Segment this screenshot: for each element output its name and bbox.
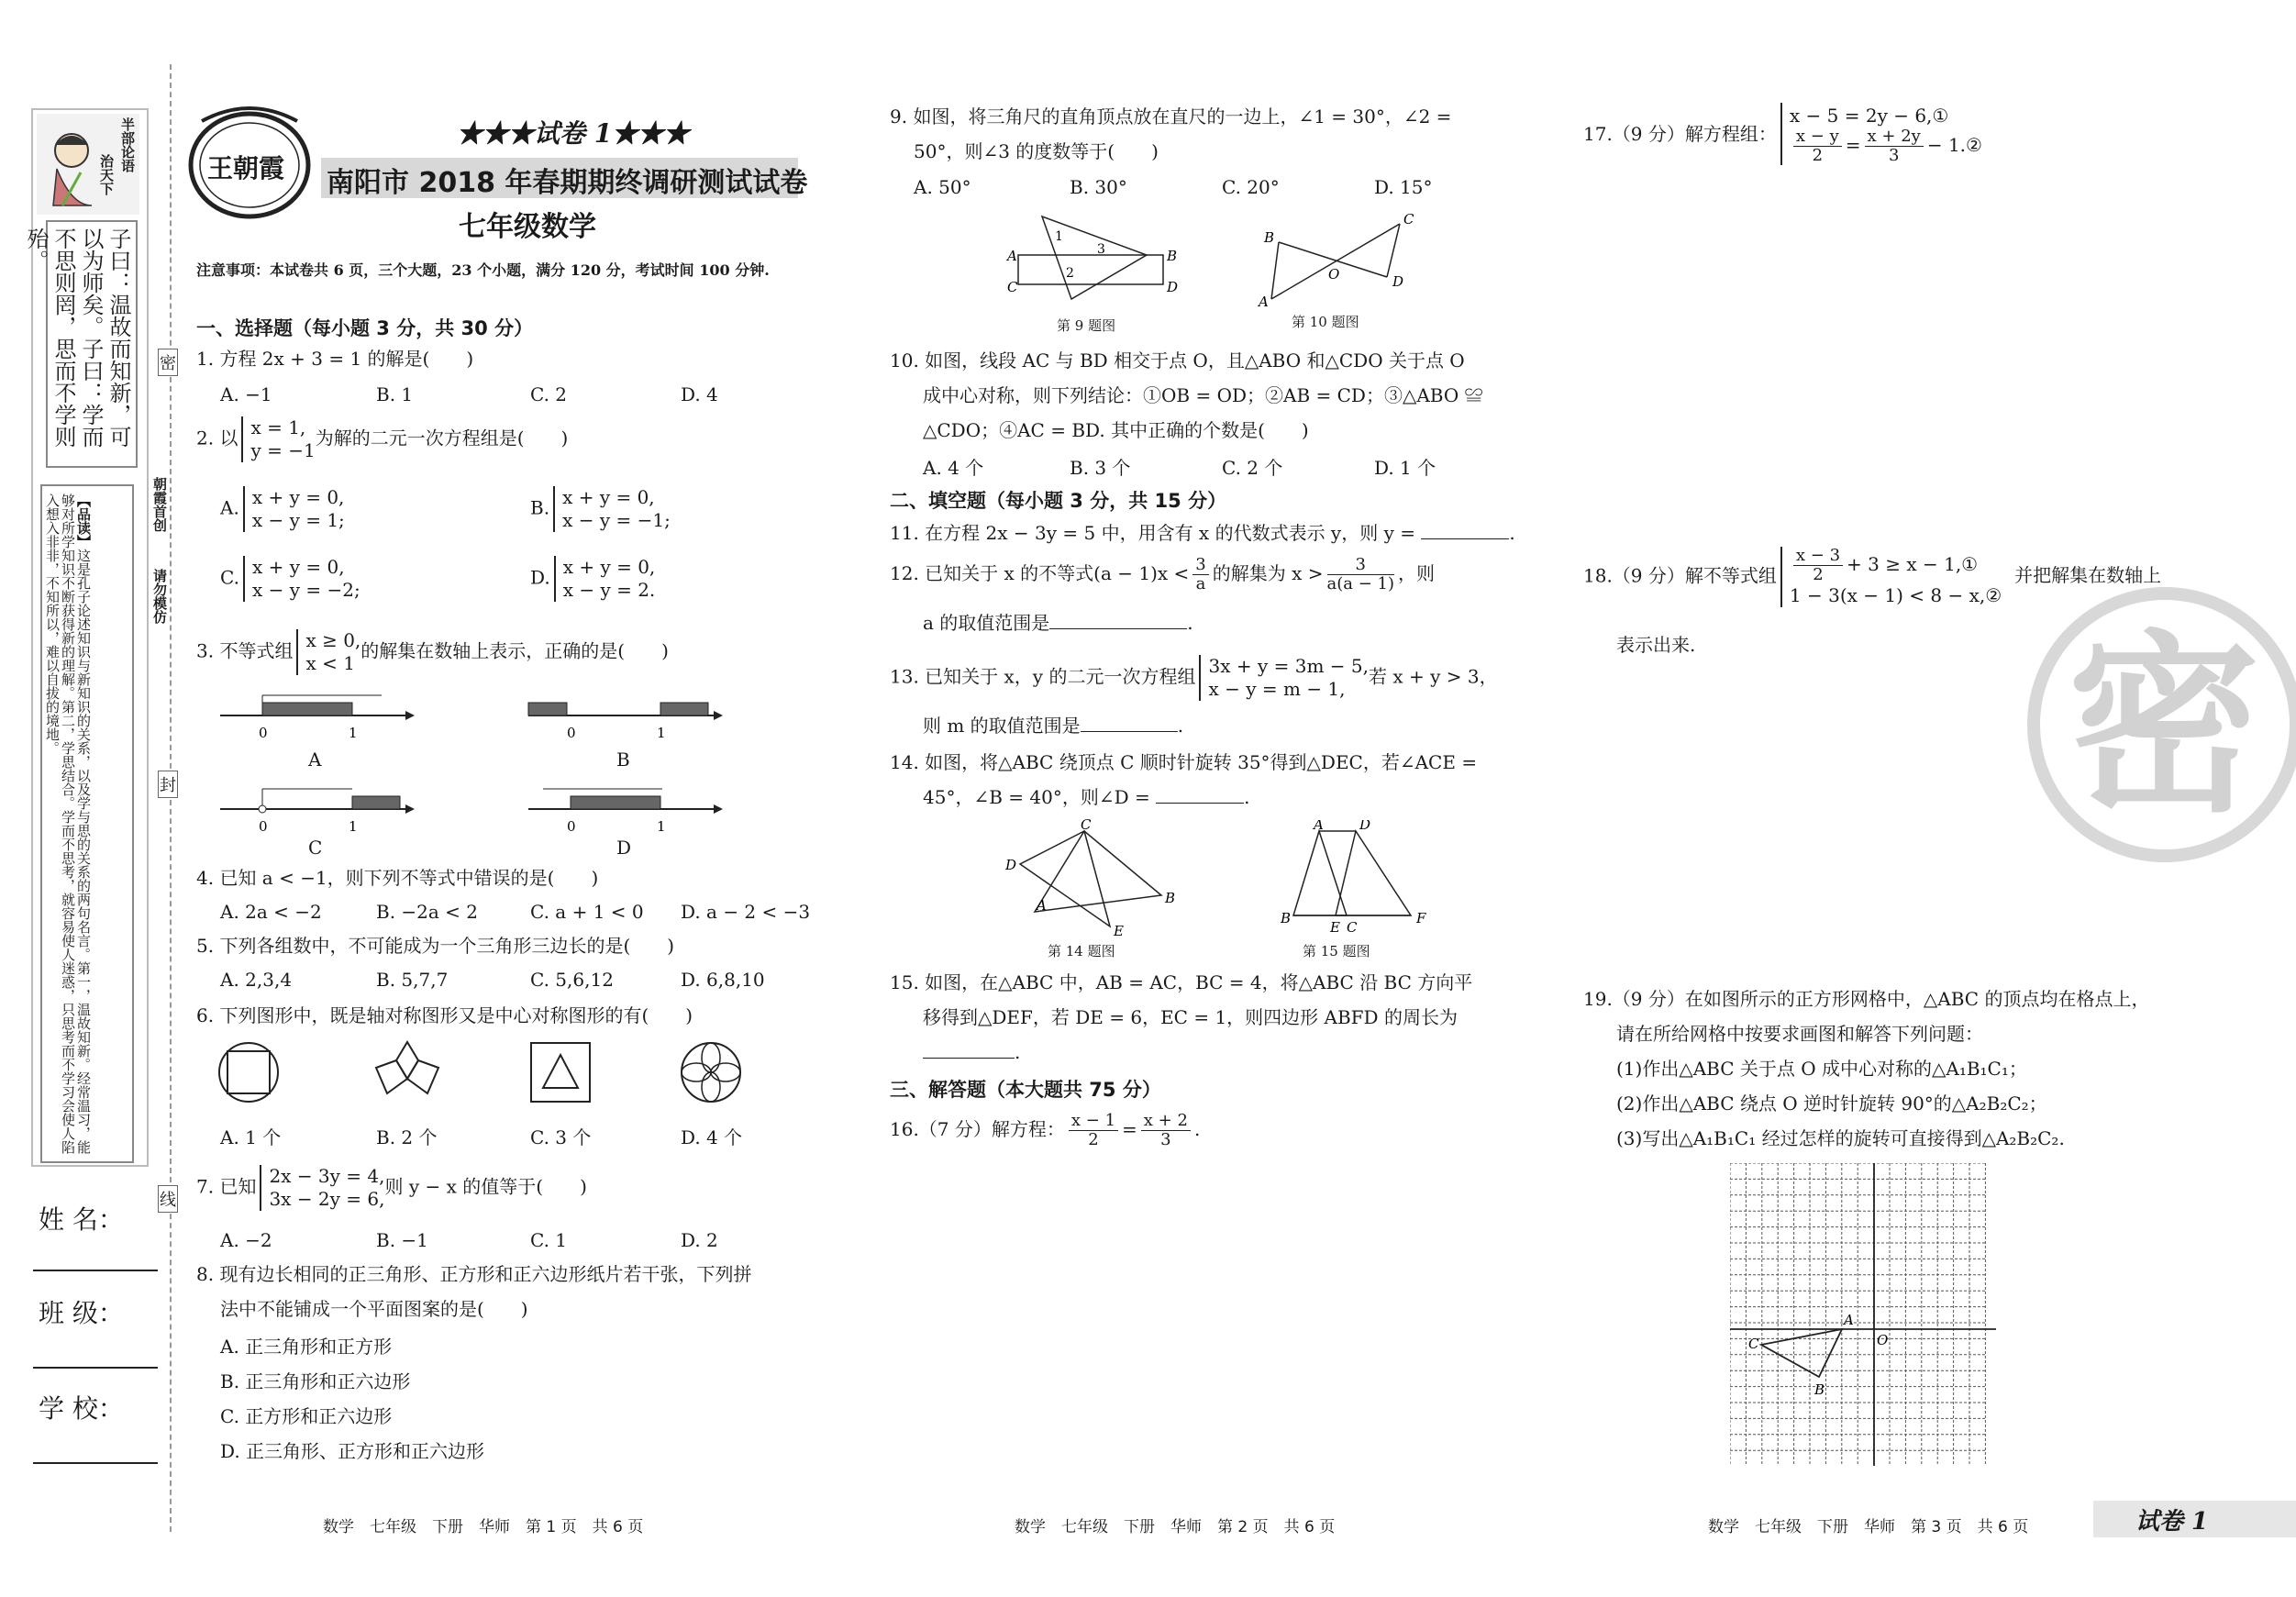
q16-stem bbox=[890, 1112, 1200, 1149]
q3c-tick-0: 0 bbox=[259, 818, 268, 835]
q10-stem-2: 成中心对称，则下列结论：①OB = OD；②AB = CD；③△ABO ≌ bbox=[923, 384, 1483, 406]
q7-stem-b: 则 y − x 的值等于( ) bbox=[384, 1175, 587, 1198]
q14-line2-text: 45°，∠B = 40°，则∠D = bbox=[923, 786, 1150, 808]
q10-pt-a: A bbox=[1259, 294, 1269, 310]
q19-part3: (3)写出△A₁B₁C₁ 经过怎样的旋转可直接得到△A₂B₂C₂. bbox=[1616, 1127, 2065, 1149]
q9-option-d[interactable]: D. 15° bbox=[1374, 176, 1433, 198]
q2-c-label: C. bbox=[220, 566, 239, 589]
q14-line1: 14. 如图，将△ABC 绕顶点 C 顺时针旋转 35°得到△DEC，若∠ACE = bbox=[890, 751, 1478, 773]
q19-line1: 19.（9 分）在如图所示的正方形网格中，△ABC 的顶点均在格点上， bbox=[1583, 988, 2150, 1010]
q8-option-a[interactable]: A. 正三角形和正方形 bbox=[220, 1336, 393, 1358]
q9-option-b[interactable]: B. 30° bbox=[1070, 176, 1127, 198]
fold-line bbox=[170, 64, 172, 1532]
q9-option-c[interactable]: C. 20° bbox=[1222, 176, 1280, 198]
motto-char: 语 bbox=[119, 159, 136, 172]
q12-frac2-num: 3 bbox=[1327, 556, 1395, 575]
q15-line1: 15. 如图，在△ABC 中，AB = AC，BC = 4，将△ABC 沿 BC 方向平 bbox=[890, 971, 1473, 993]
q6-option-b[interactable]: B. 2 个 bbox=[376, 1126, 438, 1148]
q3d-tick-0: 0 bbox=[567, 818, 576, 835]
q2-c-line2: x − y = −2; bbox=[251, 579, 360, 601]
q15-figure bbox=[1279, 820, 1435, 939]
q14-pt-e: E bbox=[1114, 923, 1124, 937]
q13-sys-1: 3x + y = 3m − 5, bbox=[1208, 655, 1369, 677]
q10-pt-o: O bbox=[1328, 266, 1340, 283]
q12-stem bbox=[890, 556, 1435, 593]
q15-pt-c: C bbox=[1347, 919, 1358, 936]
q18-line2-text: 表示出来. bbox=[1616, 634, 1696, 656]
brand-name: 王朝霞 bbox=[207, 153, 285, 183]
q10-stem-1: 10. 如图，线段 AC 与 BD 相交于点 O，且△ABO 和△CDO 关于点 O bbox=[890, 349, 1465, 372]
paper-label: ★★★试卷 1★★★ bbox=[457, 118, 690, 149]
q10-pt-b: B bbox=[1264, 229, 1275, 246]
q18-frac-den: 2 bbox=[1813, 564, 1824, 584]
q19-part2: (2)作出△ABC 绕点 O 逆时针旋转 90°的△A₂B₂C₂； bbox=[1616, 1092, 2047, 1115]
q4-option-a[interactable]: A. 2a < −2 bbox=[220, 901, 322, 923]
q14-pt-a: A bbox=[1037, 897, 1047, 914]
q12-frac2-den: a(a − 1) bbox=[1326, 573, 1394, 593]
confucius-quote: 子曰：温故而知新，可以为师矣。子曰：学而不思则罔，思而不学则殆。 bbox=[46, 220, 138, 468]
q2-a-line2: x − y = 1; bbox=[251, 509, 345, 531]
q1-option-d[interactable]: D. 4 bbox=[681, 383, 718, 405]
q7-option-d[interactable]: D. 2 bbox=[681, 1229, 718, 1251]
q8-stem-1: 8. 现有边长相同的正三角形、正方形和正六边形纸片若干张，下列拼 bbox=[196, 1263, 752, 1285]
q2-d-line2: x − y = 2. bbox=[562, 579, 656, 601]
q12-frac1-den: a bbox=[1195, 573, 1206, 593]
q3-numberline-a[interactable] bbox=[216, 686, 418, 750]
q8-option-b[interactable]: B. 正三角形和正六边形 bbox=[220, 1370, 411, 1392]
q9-option-a[interactable]: A. 50° bbox=[914, 176, 971, 198]
q15-line2: 移得到△DEF，若 DE = 6，EC = 1，则四边形 ABFD 的周长为 bbox=[923, 1006, 1458, 1028]
q2-c-line1: x + y = 0, bbox=[251, 556, 345, 578]
page-subtitle: 七年级数学 bbox=[459, 211, 596, 243]
q9-angle-1: 1 bbox=[1055, 229, 1063, 244]
q3-label-a: A bbox=[308, 749, 322, 771]
q12-a: 12. 已知关于 x 的不等式(a − 1)x < bbox=[890, 561, 1190, 584]
q9-angle-2: 2 bbox=[1066, 266, 1074, 281]
review-text: 这是孔子论述知识与新知识的关系，以及学与思的关系的两句名言。第一，温故知新。经常温习，能够对所学知识不断获得新的理解。第二，学思结合。学而不思考，就容易使人迷惑，只思考而不学习会使人陷入想入非非，不知所以，难以自拔的境地。 bbox=[44, 494, 92, 1154]
q7-option-b[interactable]: B. −1 bbox=[376, 1229, 428, 1251]
name-input[interactable] bbox=[33, 1270, 158, 1271]
sidebar-motto bbox=[120, 117, 135, 172]
q11-stem: 11. 在方程 2x − 3y = 5 中，用含有 x 的代数式表示 y，则 y = . bbox=[890, 522, 1515, 544]
q16-frac1-den: 2 bbox=[1088, 1129, 1099, 1149]
q1-option-b[interactable]: B. 1 bbox=[376, 383, 414, 405]
motto-char: 下 bbox=[98, 182, 115, 195]
q7-stem-a: 7. 已知 bbox=[196, 1175, 257, 1198]
q3a-tick-1: 1 bbox=[349, 725, 358, 741]
q19-pt-c: C bbox=[1748, 1336, 1759, 1352]
school-label: 学 校： bbox=[39, 1393, 124, 1424]
q17-line2-end: − 1.② bbox=[1926, 133, 1982, 156]
q18-frac-num: x − 3 bbox=[1793, 547, 1843, 566]
q6-option-c[interactable]: C. 3 个 bbox=[530, 1126, 592, 1148]
q16-a: 16.（7 分）解方程： bbox=[890, 1117, 1065, 1140]
motto-char: 天 bbox=[98, 168, 115, 182]
q13-line2-text: 则 m 的取值范围是 bbox=[923, 715, 1081, 737]
q8-option-d[interactable]: D. 正三角形、正方形和正六边形 bbox=[220, 1440, 485, 1462]
q3-numberline-c[interactable] bbox=[216, 780, 418, 844]
q18-a: 18.（9 分）解不等式组 bbox=[1583, 564, 1777, 587]
q10-pt-c: C bbox=[1403, 211, 1414, 227]
q5-option-b[interactable]: B. 5,7,7 bbox=[376, 969, 449, 991]
q15-line3: . bbox=[923, 1040, 1020, 1064]
q9-pt-b: B bbox=[1167, 248, 1178, 264]
q12-answer-blank[interactable] bbox=[1049, 628, 1187, 629]
q2-b-line1: x + y = 0, bbox=[562, 486, 655, 508]
q6-option-a[interactable]: A. 1 个 bbox=[220, 1126, 282, 1148]
motto-char: 部 bbox=[119, 131, 136, 145]
q18-line2: 1 − 3(x − 1) < 8 − x,② bbox=[1789, 583, 2002, 606]
q3c-tick-1: 1 bbox=[349, 818, 358, 835]
q17-frac1-num: x − y bbox=[1793, 128, 1842, 147]
q6-figure-rhombi bbox=[371, 1040, 444, 1104]
class-input[interactable] bbox=[33, 1367, 158, 1369]
q7-sys-2: 3x − 2y = 6, bbox=[269, 1188, 385, 1210]
q7-sys-1: 2x − 3y = 4, bbox=[269, 1165, 385, 1187]
q1-option-a[interactable]: A. −1 bbox=[220, 383, 272, 405]
q3-label-c: C bbox=[308, 837, 323, 859]
q15-answer-blank[interactable] bbox=[923, 1058, 1015, 1059]
q18-stem bbox=[1583, 547, 2161, 607]
q3-sys-2: x < 1 bbox=[305, 652, 355, 674]
q4-option-d[interactable]: D. a − 2 < −3 bbox=[681, 901, 811, 923]
section-3-heading: 三、解答题（本大题共 75 分） bbox=[890, 1079, 1161, 1101]
q14-answer-blank[interactable] bbox=[1156, 803, 1244, 804]
q5-option-d[interactable]: D. 6,8,10 bbox=[681, 969, 765, 991]
q2-b-label: B. bbox=[530, 496, 550, 519]
q9-angle-3: 3 bbox=[1097, 242, 1105, 257]
q10-option-c[interactable]: C. 2 个 bbox=[1222, 457, 1283, 479]
q4-option-c[interactable]: C. a + 1 < 0 bbox=[530, 901, 644, 923]
q14-caption: 第 14 题图 bbox=[1048, 943, 1115, 959]
q12-frac1-num: 3 bbox=[1192, 556, 1208, 575]
fold-mark-2: 封 bbox=[158, 771, 178, 798]
q10-pt-d: D bbox=[1392, 273, 1404, 290]
q9-stem-2: 50°，则∠3 的度数等于( ) bbox=[914, 140, 1159, 162]
q5-stem: 5. 下列各组数中，不可能成为一个三角形三边长的是( ) bbox=[196, 935, 675, 957]
q17-stem bbox=[1583, 103, 1982, 165]
q3-stem-a: 3. 不等式组 bbox=[196, 639, 294, 662]
q9-pt-d: D bbox=[1167, 279, 1179, 295]
q9-figure bbox=[1002, 207, 1185, 308]
q14-line2: 45°，∠B = 40°，则∠D = . bbox=[923, 786, 1250, 808]
q4-option-b[interactable]: B. −2a < 2 bbox=[376, 901, 479, 923]
q16-end: . bbox=[1193, 1117, 1201, 1140]
q16-answer-area[interactable] bbox=[890, 1183, 1514, 1486]
q18-line1-end: + 3 ≥ x − 1,① bbox=[1847, 552, 1979, 575]
q5-option-a[interactable]: A. 2,3,4 bbox=[220, 969, 293, 991]
q18-b: 并把解集在数轴上 bbox=[2014, 564, 2162, 587]
q17-frac2-den: 3 bbox=[1888, 145, 1900, 165]
stamp-glyph: 密 bbox=[2068, 614, 2261, 838]
q2-stem-a: 2. 以 bbox=[196, 427, 238, 449]
school-input[interactable] bbox=[33, 1462, 158, 1464]
q4-stem: 4. 已知 a < −1，则下列不等式中错误的是( ) bbox=[196, 867, 599, 889]
notice-vertical-2: 请勿模仿 bbox=[151, 569, 168, 624]
q14-figure bbox=[1002, 818, 1185, 937]
q3-stem bbox=[196, 629, 669, 675]
q3b-tick-1: 1 bbox=[657, 725, 666, 741]
q13-line2: 则 m 的取值范围是 . bbox=[923, 715, 1184, 737]
q15-pt-b: B bbox=[1281, 910, 1292, 926]
q19-pt-o: O bbox=[1877, 1332, 1889, 1348]
name-label: 姓 名： bbox=[39, 1204, 124, 1235]
q8-stem-2: 法中不能铺成一个平面图案的是( ) bbox=[220, 1298, 528, 1320]
q9-caption: 第 9 题图 bbox=[1057, 317, 1116, 334]
q19-pt-b: B bbox=[1814, 1381, 1825, 1398]
q15-pt-d: D bbox=[1359, 820, 1371, 833]
q2-sys-1: x = 1, bbox=[250, 416, 306, 438]
q3-sys-1: x ≥ 0, bbox=[305, 629, 361, 651]
q17-line1: x − 5 = 2y − 6,① bbox=[1789, 105, 1949, 127]
q9-pt-c: C bbox=[1007, 279, 1018, 295]
q17-frac1-den: 2 bbox=[1812, 145, 1824, 165]
q17-frac2-num: x + 2y bbox=[1865, 128, 1924, 147]
q15-pt-f: F bbox=[1416, 910, 1426, 926]
q9-stem-1: 9. 如图，将三角尺的直角顶点放在直尺的一边上，∠1 = 30°，∠2 = bbox=[890, 105, 1452, 128]
q17-eq: = bbox=[1845, 133, 1861, 156]
q12-line2: a 的取值范围是 . bbox=[923, 612, 1193, 634]
q2-option-d[interactable] bbox=[530, 556, 655, 602]
q19-part1: (1)作出△ABC 关于点 O 成中心对称的△A₁B₁C₁； bbox=[1616, 1058, 2027, 1080]
q2-option-a[interactable] bbox=[220, 486, 345, 532]
q11-answer-blank[interactable] bbox=[1421, 538, 1509, 539]
q2-option-c[interactable] bbox=[220, 556, 360, 602]
review-title: 【品读】 bbox=[75, 494, 92, 549]
q2-d-line1: x + y = 0, bbox=[562, 556, 656, 578]
q13-b: 若 x + y > 3， bbox=[1368, 665, 1498, 688]
q15-pt-e: E bbox=[1330, 919, 1340, 936]
q14-pt-b: B bbox=[1165, 890, 1176, 906]
motto-char: 半 bbox=[119, 117, 136, 131]
q7-option-c[interactable]: C. 1 bbox=[530, 1229, 568, 1251]
q2-sys-2: y = −1 bbox=[250, 439, 316, 461]
q3-label-b: B bbox=[616, 749, 630, 771]
q8-option-c[interactable]: C. 正方形和正六边形 bbox=[220, 1405, 393, 1427]
q10-option-a[interactable]: A. 4 个 bbox=[923, 457, 984, 479]
brand-logo bbox=[183, 101, 321, 225]
q12-c: ，则 bbox=[1398, 561, 1435, 584]
q3-label-d: D bbox=[616, 837, 632, 859]
q6-stem: 6. 下列图形中，既是轴对称图形又是中心对称图形的有( ) bbox=[196, 1004, 693, 1026]
motto-char: 治 bbox=[98, 154, 115, 168]
page-title: 南阳市 2018 年春期期终调研测试试卷 bbox=[327, 167, 808, 199]
q13-sys-2: x − y = m − 1, bbox=[1208, 678, 1346, 700]
q3-numberline-d[interactable] bbox=[525, 780, 727, 844]
q16-eq: = bbox=[1122, 1117, 1137, 1140]
section-1-heading: 一、选择题（每小题 3 分，共 30 分） bbox=[196, 317, 534, 339]
q3a-tick-0: 0 bbox=[259, 725, 268, 741]
q3b-tick-0: 0 bbox=[567, 725, 576, 741]
q19-grid[interactable] bbox=[1730, 1163, 1996, 1466]
q13-answer-blank[interactable] bbox=[1081, 731, 1178, 732]
q16-frac2-num: x + 2 bbox=[1141, 1112, 1191, 1131]
corner-tag: 试卷 1 bbox=[2135, 1508, 2209, 1536]
q2-a-line1: x + y = 0, bbox=[251, 486, 345, 508]
q10-option-d[interactable]: D. 1 个 bbox=[1374, 457, 1436, 479]
q2-stem bbox=[196, 416, 568, 462]
q7-option-a[interactable]: A. −2 bbox=[220, 1229, 272, 1251]
footer-page-3: 数学 七年级 下册 华师 第 3 页 共 6 页 bbox=[1708, 1518, 2029, 1536]
q14-pt-c: C bbox=[1081, 818, 1092, 833]
q11-text: 11. 在方程 2x − 3y = 5 中，用含有 x 的代数式表示 y，则 y = bbox=[890, 522, 1415, 544]
q15-pt-a: A bbox=[1314, 820, 1324, 833]
q9-pt-a: A bbox=[1007, 248, 1017, 264]
q13-a: 13. 已知关于 x，y 的二元一次方程组 bbox=[890, 665, 1196, 688]
q3-stem-b: 的解集在数轴上表示，正确的是( ) bbox=[360, 639, 669, 662]
notice-vertical-1: 朝霞首创 bbox=[151, 477, 168, 532]
footer-page-1: 数学 七年级 下册 华师 第 1 页 共 6 页 bbox=[323, 1518, 644, 1536]
footer-page-2: 数学 七年级 下册 华师 第 2 页 共 6 页 bbox=[1015, 1518, 1336, 1536]
fold-mark-3: 线 bbox=[158, 1185, 178, 1213]
q19-line2: 请在所给网格中按要求画图和解答下列问题： bbox=[1616, 1023, 1983, 1045]
q10-option-b[interactable]: B. 3 个 bbox=[1070, 457, 1131, 479]
exam-notice: 注意事项：本试卷共 6 页，三个大题，23 个小题，满分 120 分，考试时间 100 分钟. bbox=[196, 261, 770, 279]
q10-caption: 第 10 题图 bbox=[1292, 314, 1359, 330]
fold-mark-1: 密 bbox=[158, 349, 178, 376]
q1-option-c[interactable]: C. 2 bbox=[530, 383, 568, 405]
q6-figure-square-triangle bbox=[528, 1040, 593, 1104]
motto-char: 论 bbox=[119, 145, 136, 159]
q1-stem: 1. 方程 2x + 3 = 1 的解是( ) bbox=[196, 348, 474, 370]
q2-b-line2: x − y = −1; bbox=[562, 509, 671, 531]
q15-caption: 第 15 题图 bbox=[1303, 943, 1370, 959]
q13-stem bbox=[890, 655, 1498, 701]
q3d-tick-1: 1 bbox=[657, 818, 666, 835]
q2-stem-b: 为解的二元一次方程组是( ) bbox=[315, 427, 569, 449]
class-label: 班 级： bbox=[39, 1298, 124, 1328]
q3-numberline-b[interactable] bbox=[525, 686, 727, 750]
q7-stem bbox=[196, 1165, 587, 1211]
q2-d-label: D. bbox=[530, 566, 550, 589]
q6-figure-petals bbox=[679, 1040, 743, 1104]
q10-figure bbox=[1257, 211, 1422, 312]
q19-pt-a: A bbox=[1844, 1312, 1854, 1328]
confidential-stamp bbox=[2027, 587, 2296, 862]
q2-a-label: A. bbox=[220, 496, 239, 519]
q12-line2-text: a 的取值范围是 bbox=[923, 612, 1050, 634]
q16-frac1-num: x − 1 bbox=[1069, 1112, 1118, 1131]
sidebar-motto-2 bbox=[99, 154, 114, 195]
q2-option-b[interactable] bbox=[530, 486, 671, 532]
q5-option-c[interactable]: C. 5,6,12 bbox=[530, 969, 614, 991]
review-box bbox=[40, 484, 134, 1163]
section-2-heading: 二、填空题（每小题 3 分，共 15 分） bbox=[890, 490, 1227, 512]
q6-option-d[interactable]: D. 4 个 bbox=[681, 1126, 743, 1148]
q10-stem-3: △CDO；④AC = BD. 其中正确的个数是( ) bbox=[923, 419, 1309, 441]
q17-answer-area[interactable] bbox=[1583, 202, 2225, 532]
q12-b: 的解集为 x > bbox=[1212, 561, 1324, 584]
q16-frac2-den: 3 bbox=[1160, 1129, 1171, 1149]
q17-a: 17.（9 分）解方程组： bbox=[1583, 122, 1777, 145]
q14-pt-d: D bbox=[1005, 857, 1017, 873]
q6-figure-circle-square bbox=[216, 1040, 281, 1104]
